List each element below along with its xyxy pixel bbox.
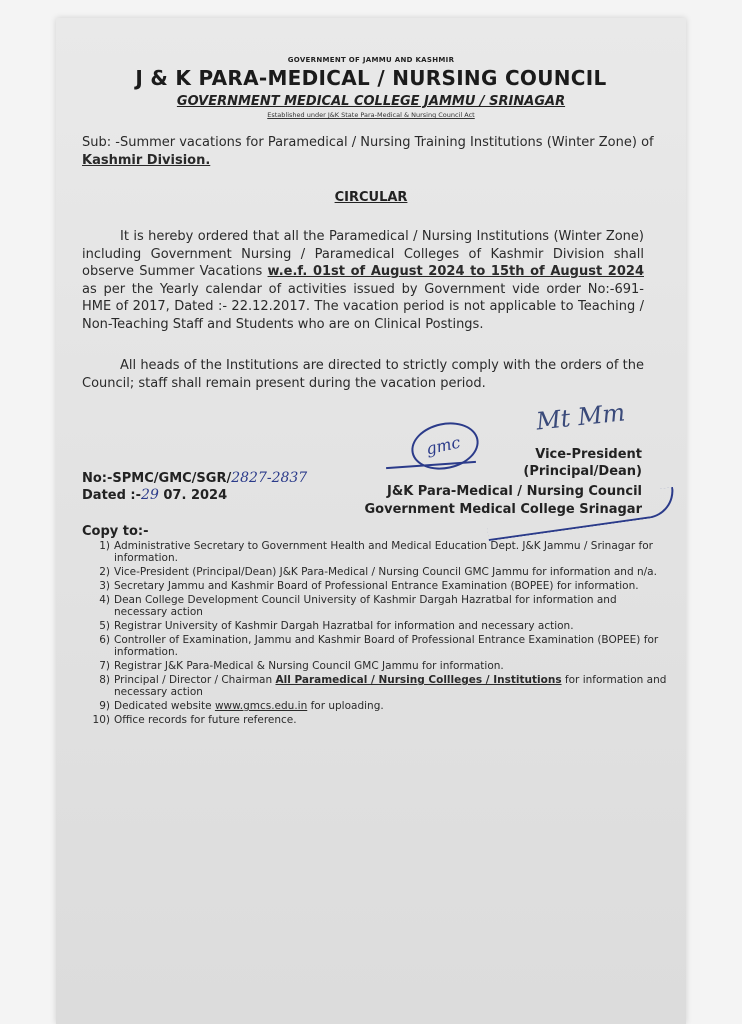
reference-number-label: No:-SPMC/GMC/SGR/ [82,471,232,486]
list-item: 3) Secretary Jammu and Kashmir Board of Professional Entrance Examination (BOPEE) for information. [99,580,639,592]
circular-document [56,18,686,1024]
college-title: GOVERNMENT MEDICAL COLLEGE JAMMU / SRINAGAR [176,94,566,109]
signature-scribble: Mt Mm [534,398,627,436]
reference-date-rest: 07. 2024 [158,488,228,503]
signatory-role: (Principal/Dean) [523,464,642,479]
signatory-title: Vice-President [535,447,642,462]
signatory-org1: J&K Para-Medical / Nursing Council [387,484,642,499]
subject-division: Kashmir Division. [82,152,211,168]
council-title: J & K PARA-MEDICAL / NURSING COUNCIL [135,66,607,90]
reference-number-handwritten: 2827-2837 [231,470,308,486]
circular-heading: CIRCULAR [334,190,408,205]
compliance-paragraph: All heads of the Institutions are directed to strictly comply with the orders of the Council; staff shall remain present during the vacation period. [82,358,644,391]
copy-to-heading: Copy to:- [82,524,149,539]
government-line: GOVERNMENT OF JAMMU AND KASHMIR [287,56,455,64]
list-item: 2) Vice-President (Principal/Dean) J&K Para-Medical / Nursing Council GMC Jammu for information and n/a. [99,566,657,578]
order-paragraph [82,228,644,333]
reference-date-label: Dated :- [82,488,142,503]
website-link[interactable]: www.gmcs.edu.in [214,700,308,712]
list-item: 6) Controller of Examination, Jammu and Kashmir Board of Professional Entrance Examination (BOPEE) for information. [99,634,659,658]
order-text-part2: as per the Yearly calendar of activities issued by Government vide order No:-691- HME of 2017, Dated :- 22.12.2017. The vacation period is not applicable to Teaching / Non-Teaching Staff and Students who are on Clinical Postings. [82,281,644,332]
subject-line [82,134,662,169]
copy-to-list [82,540,672,728]
signature-initials: gmc [424,432,462,459]
reference-number [82,470,307,486]
reference-date-handwritten: 29 [141,487,159,503]
list-item: 10) Office records for future reference. [92,714,297,726]
institutions-highlight: All Paramedical / Nursing Collleges / Institutions [275,674,562,686]
reference-date [82,487,227,503]
established-line: Established under J&K State Para-Medical & Nursing Council Act [267,111,475,119]
list-item: 5) Registrar University of Kashmir Dargah Hazratbal for information and necessary action. [99,620,574,632]
signatory-org2: Government Medical College Srinagar [364,502,642,517]
order-text-part1: It is hereby ordered that all the Paramedical / Nursing Institutions (Winter Zone) including Government Nursing / Paramedical Colleges of Kashmir Division shall observe Summer Vacations [82,229,644,279]
list-item: 9) Dedicated website www.gmcs.edu.in for uploading. [99,700,384,712]
subject-prefix: Sub: -Summer vacations for Paramedical / Nursing Training Institutions (Winter Zone) of [82,135,654,150]
list-item: 1) Administrative Secretary to Government Health and Medical Education Dept. J&K Jammu / Srinagar for information. [99,540,653,564]
list-item: 7) Registrar J&K Para-Medical & Nursing Council GMC Jammu for information. [99,660,504,672]
vacation-dates: w.e.f. 01st of August 2024 to 15th of August 2024 [267,264,644,279]
list-item: 4) Dean College Development Council University of Kashmir Dargah Hazratbal for information and necessary action [99,594,617,618]
list-item: 8) Principal / Director / Chairman All Paramedical / Nursing Collleges / Institutions for information and necessary action [99,674,667,698]
